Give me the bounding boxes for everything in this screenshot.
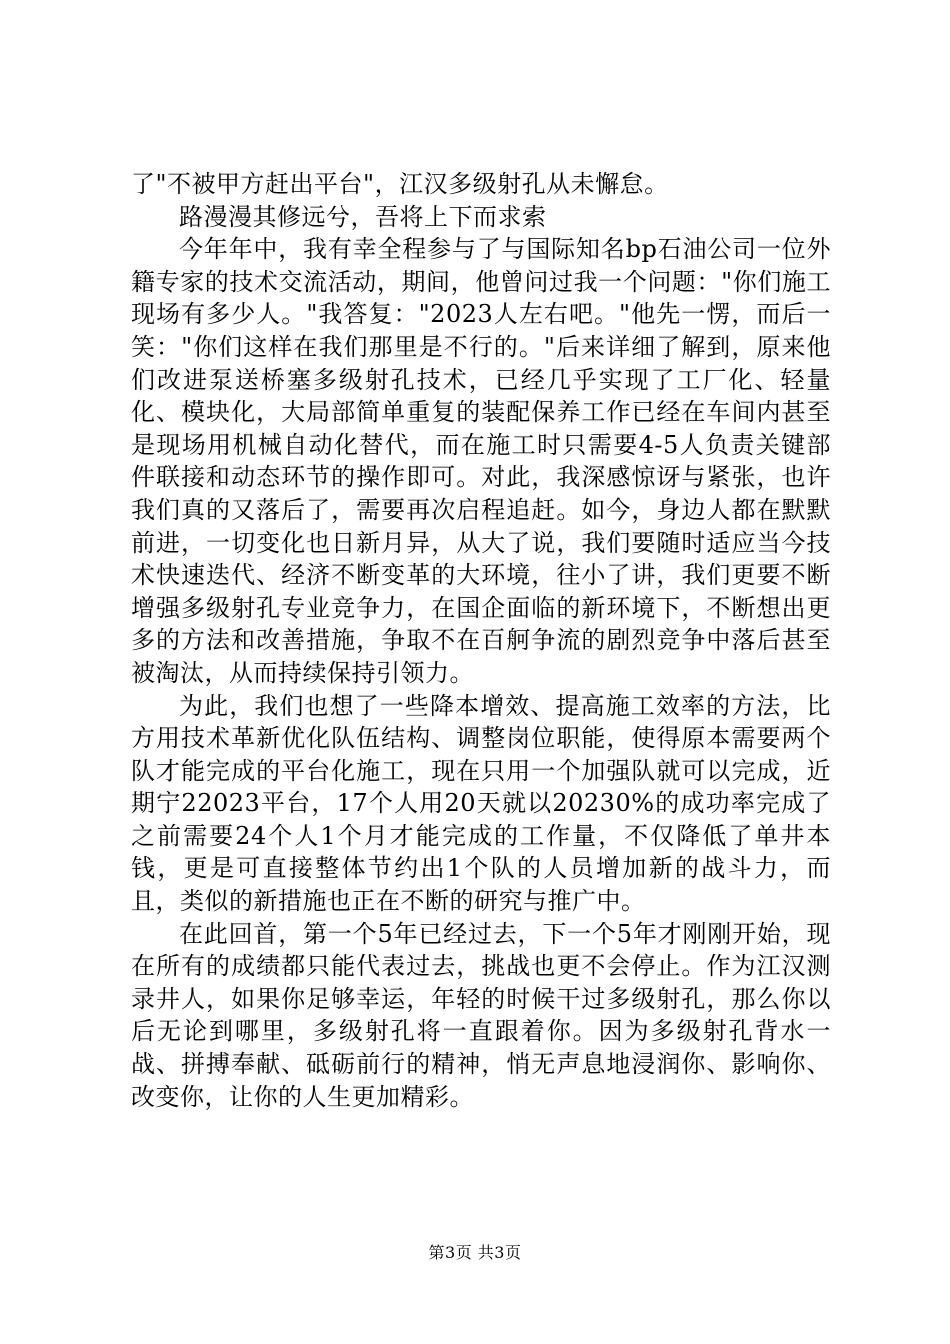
paragraph-heading-quote: 路漫漫其修远兮，吾将上下而求索 (179, 202, 547, 231)
paragraph: 今年年中，我有幸全程参与了与国际知名bp石油公司一位外籍专家的技术交流活动，期间，他曾问过我一个问题："你们施工现场有多少人。"我答复："2023人左右吧。"他先一愣，而后一笑："你们这样在我们那里是不行的。"后来详细了解到，原来他们改进泵送桥塞多级射孔技术，已经几乎实现了工厂化、轻量化、模块化，大局部简单重复的装配保养工作已经在车间内甚至是现场用机械自动化替代，而在施工时只需要4-5人负责关键部件联接和动态环节的操作即可。对此，我深感惊讶与紧张，也许我们真的又落后了，需要再次启程追赶。如今，身边人都在默默前进，一切变化也日新月异，从大了说，我们要随时适应当今技术快速迭代、经济不断变革的大环境，往小了讲，我们更要不断增强多级射孔专业竞争力，在国企面临的新环境下，不断想出更多的方法和改善措施，争取不在百舸争流的剧烈竞争中落后甚至被淘汰，从而持续保持引领力。 (131, 235, 831, 687)
page-number-footer: 第3页 共3页 (428, 1243, 522, 1262)
paragraph: 为此，我们也想了一些降本增效、提高施工效率的方法，比方用技术革新优化队伍结构、调整岗位职能，使得原本需要两个队才能完成的平台化施工，现在只用一个加强队就可以完成，近期宁22023平台，17个人用20天就以20230%的成功率完成了之前需要24个人1个月才能完成的工作量，不仅降低了单井本钱，更是可直接整体节约出1个队的人员增加新的战斗力，而且，类似的新措施也正在不断的研究与推广中。 (131, 691, 831, 916)
paragraph-continuation: 了"不被甲方赶出平台"，江汉多级射孔从未懈怠。 (131, 170, 669, 198)
paragraph: 在此回首，第一个5年已经过去，下一个5年才刚刚开始，现在所有的成绩都只能代表过去，挑战也更不会停止。作为江汉测录井人，如果你足够幸运，年轻的时候干过多级射孔，那么你以后无论到哪里，多级射孔将一直跟着你。因为多级射孔背水一战、拼搏奉献、砥砺前行的精神，悄无声息地浸润你、影响你、改变你，让你的人生更加精彩。 (131, 919, 831, 1111)
document-body (131, 168, 831, 1113)
